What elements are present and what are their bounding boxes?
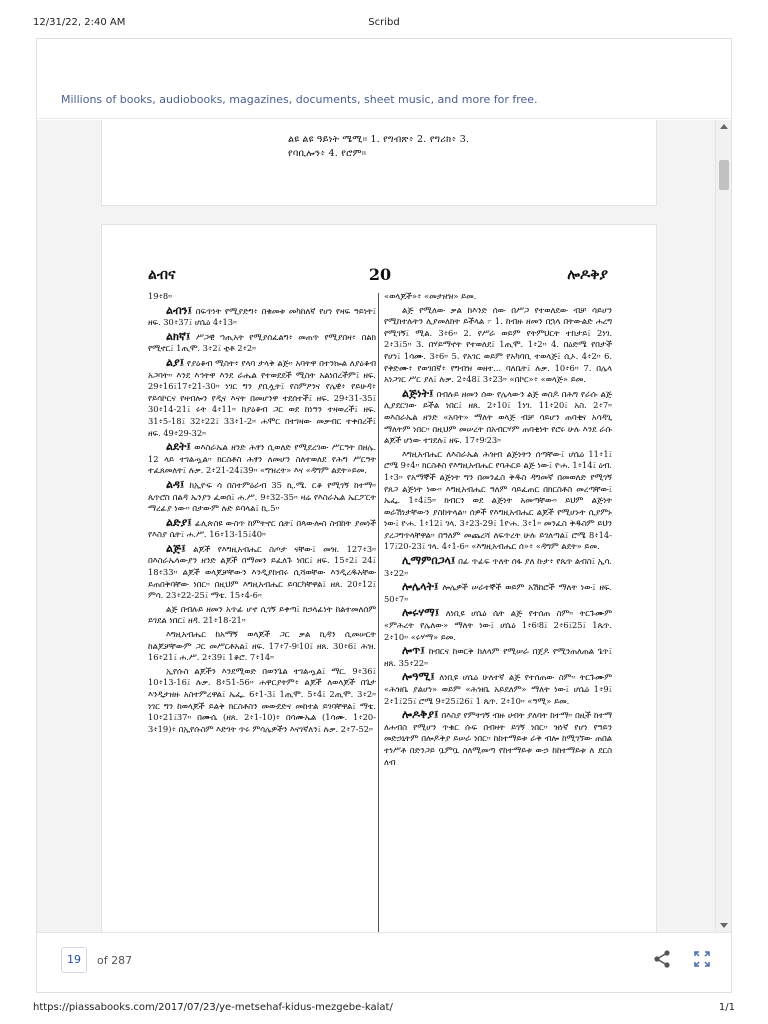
right-column [384, 291, 612, 770]
entry [384, 607, 612, 643]
previous-page-line: የባቢሎን፥ 4. የሮም። [288, 148, 367, 159]
entry-text: ልጅ የሚለው ቃል ከእንድ ሰው በሥጋ የተወለደው ብቻ ሳይሆን የሚከተሉትን ሊያመለክት ይችላል ፦ 1. ከብዙ ዘመን በኋላ በትውልድ ሐረግ የሚገኝ፤ ሚል. 3፥6። 2. የሥራ ወይም የትምህርት ተከታይ፤ 2ነገ. 2፥3፤5። 3. በሃይማኖት የተወለደ፤ 1ጢሞ. 1፥2። 4. በዕድሜ የበታች የሆነ፤ 1ሳሙ. 3፥6። 5. የአገር ወይም የአካባቢ ተወላጅ፤ ሲኦ. 4፥2። 6. የቅድሙ፥ የወገበኛ፥ የግብዝ ወዘተ... ባለቤት፤ ሉቃ. 10፥6። 7. በሌላ አነጋገር ሥር ያለ፤ ሉቃ. 2፥48፤ 3፥23። «በኮር»፥ «ወላጅ» ይመ. [384, 304, 612, 385]
entry-headword: ልያ፤ [166, 355, 185, 369]
entry-headword: ልደት፤ [166, 440, 191, 454]
entry [384, 449, 612, 553]
entry-text: ሎሌዎች ሠራተኞች ወይም አሽከሮች ማለት ነው፤ ዘፍ. 50፥7። [384, 582, 612, 604]
entry-text: ለነቢዩ ሆሴዕ ሁለተኛ ልጅ የተሰጠው ስም። ትርጉሙም «ሕዝቤ ያልሆነ» ወይም «ሕዝቤ አይደለም» ማለት ነው፤ ሆሴዕ 1፥9፤ 2፥1፤25፤ ሮሜ 9፥25፤26፤ 1 ጴጥ. 2፥10። «ዓሚ» ይመ. [384, 672, 613, 706]
scribd-embed-frame [36, 38, 732, 993]
entry-text: በፊ ጥፊፍ ጥለት ሰፋ ያለ ኩታ፥ የጴጥ ልብስ፤ ኢሳ. 3፥22። [384, 556, 613, 578]
entry [384, 388, 612, 447]
entry-headword: ሎዓሚ፤ [402, 670, 435, 684]
entry-text: የያዕቆብ ሚስት፥ የላባ ታላቅ ልጅ። አባትዋ በተንኰል ለያዕቆብ አጋባት። እንደ እኅትዋ እንደ ራሔል የተወደደች ሚስት አልነበረችም፤ ዘፍ. 29፥16፤17፥21-30። ነገር ግን ያቢሏት፤ የስምዖንና የሌዊ፥ የይሁዳ፥ የይሳኮርና የዛብሎን የዲና እናት በመሆንዋ ተደሰተች፤ ዘፍ. 29፥31-35፤ 30፥14-21፤ ሩት 4፥11። ከያዕቆብ ጋር ወደ ከነዓን ተዛወረች፤ ዘፍ. 31፥5-18፤ 32፥22፤ 33፥1-2። ሐሞር በተገዛው መቃብር ተቀበረች፤ ዘፍ. 49፥29-32። [148, 357, 376, 438]
entry [384, 581, 612, 605]
share-icon[interactable] [653, 949, 671, 969]
promo-banner [37, 39, 731, 119]
entry-text: ከብርና ከወርቅ ከለላም የሚሠራ በጀዶ የሚንጠለጠል ጌጥ፤ ዘጸ. 35፥22። [384, 646, 612, 668]
entry [384, 291, 612, 303]
print-url: https://piassabooks.com/2017/07/23/ye-metsehaf-kidus-mezgebe-kalat/ [33, 1002, 393, 1013]
entry-headword: ልዳ፤ [166, 477, 185, 491]
entry-headword: ልጅ፤ [166, 541, 186, 555]
entry-text: እግዚአብሔር ለእስራኤል ሕዝብ ልጅነትን ሰጣቸው፤ ሆሴዕ 11፥1፤ ሮሜ 9፥4። ክርስቶስ የእግዚአብሔር የባሕርይ ልጅ ነው፤ ዮሐ. 1፥14፤ ዕብ. 1፥3። የአማኞች ልጅነት ግን በመንፈስ ቅዱስ ዳግመኛ በመወለድ የሚገኝ የጸጋ ልጅነት ነው። እግዚአብሔር ዓለም ሳይፈጠር በክርስቶስ መረጣቸው፤ ኤፌ. 1፥4፤5። ክብርን ወደ ልጅነት አመጣቸው። ይህም ልጅነት ወራሽነታቸውን ያስከትላል። ሰዎች የእግዚአብሔር ልጆች የሚሆኑት ሲያምኑ ነው፤ ዮሐ. 1፥12፤ ገላ. 3፥23-29፤ 1ዮሐ. 3፥1። መንፈስ ቅዱስም ይህን ያረጋግጥላቸዋል። በዓለም መጨረሻ ለፍጥረት ሁሉ ይገለጣል፤ ሮሜ 8፥14-17፤20-23፤ ገላ. 4፥1-6። «እግዚአብሔር ሰ»፥ «ዳግም ልደት» ይመ. [384, 448, 612, 552]
entry-text: በብሉይ ዘመን ሰው የሌላውን ልጅ ወስዶ በሕግ የራሱ ልጅ ሊያደርገው ይችል ነበር፤ ዘጸ. 2፥10፤ 1ነገ. 11፥20፤ አስ. 2፥7። ወእስራኤል ዘንድ «አባት» ማለት ወላጅ ብቻ ሳይሆን ጠባቂና አሳዳጊ ማለትም ነበር። በዚህም መሠረት በአብርሃም ጠባቂነት የሮሩ ሁሉ እንደ ራሱ ልጆች ሆነው ተገደሉ፤ ዘፍ. 17፥9፡23። [384, 388, 612, 446]
scroll-up-arrow-icon[interactable] [720, 124, 728, 129]
entry [384, 305, 612, 386]
entry-text: ልጅ በብሉይ ዘመን አጥፊ ሆኖ ሲገኝ ይቀጣ፤ ከኃላፊነት ከልተመለሰም ይገደል ነበር፤ ዘዳ. 21፥18-21። [148, 603, 376, 626]
entry [384, 645, 612, 669]
left-column [148, 291, 376, 737]
running-head-right: ሎዶቅያ [567, 267, 608, 283]
entry-text: ኢየሱስ ልጆችን እንደሚወድ በወንጌል ተገልጧል፤ ማር. 9፥36፤ 10፥13-16፤ ሉቃ. 8፥51-56። ሐዋርያትም፥ ልጆች ለወላጆች በጌታ እንዲታዘዙ አስተምረዋል፤ ኤፌ. 6፥1-3፤ 1ጢሞ. 5፥4፤ 2ጢሞ. 3፥2። ነገር ግን ከወላጆች ይልቅ ክርስቶስን መውደድና መከተል ይገባቸዋል፤ ማቴ. 10፥21፤37። በሙሴ (ዘጸ. 2፥1-10)፥ በሳሙኤል (1ሳሙ. 1፥20-3፥19)፥ በኢየሱስም እድገት ጥሩ ምሳሌዎችን እናገኛለን፤ ሉቃ. 2፥7-52። [148, 665, 376, 734]
page-total: of 287 [97, 954, 133, 967]
column-divider [378, 293, 379, 953]
entry [384, 555, 612, 579]
page-number: 20 [368, 265, 392, 284]
previous-page-line: ልዩ ልዩ ዓይነት ሜሚ። 1. የግብጽ፥ 2. የግሪክ፥ 3. [288, 134, 470, 145]
scroll-down-arrow-icon[interactable] [720, 923, 728, 928]
entry-headword: ሎሌላት፤ [402, 580, 439, 594]
entry [148, 331, 376, 355]
entry [148, 629, 376, 664]
scrollbar-thumb[interactable] [719, 160, 729, 190]
entry [148, 604, 376, 627]
print-page-count: 1/1 [718, 1002, 735, 1013]
running-head-left: ልብና [148, 267, 176, 283]
entry [148, 543, 376, 602]
entry-text: ለነቢዩ ሆሴዕ ሴት ልጅ የተሰጠ ስም። ትርጉሙም «ምሕረት የሌለው» ማለት ነው፤ ሆሴዕ 1፥6፡8፤ 2፥6፤25፤ 1ጴጥ. 2፥10። «ሩሃማ» ይመ. [384, 608, 612, 642]
entry: 19፥8። [148, 291, 173, 301]
entry-headword: ሎዶቅያ፤ [402, 708, 439, 722]
entry-text: ሥጋዊ ኀጢአት የሚያሰፈልግ፥ መጠጥ የሚያበዛ፥ በልክ የሚኖር፤ 1ጢሞ. 3፥2፤ ቲቶ 2፥2። [148, 331, 377, 354]
entry-text: በፍጥነት የሚያድግ፥ በቁመቱ መካከለኛ የሆነ የዛፍ ዓይነት፤ ዘፍ. 30፥37፤ ሆሴዕ 4፥13። [148, 305, 377, 328]
entry-text: እግዚአብሔር ከአማኝ ወላጆች ጋር ቃል ኪዳን ሲመሠርት ከልጆቻቸውም ጋር መሥርቶአል፤ ዘፍ. 17፥7-9፡10፤ ዘጸ. 30፥6፤ ሕዝ. 16፥21፤ ሐ.ሥ. 2፥39፤ 1ቆሮ. 7፥14። [148, 629, 376, 663]
entry [148, 666, 376, 736]
viewer-toolbar [37, 932, 731, 992]
entry-headword: ልብን፤ [166, 303, 192, 317]
entry-headword: ሊማምበጋላ፤ [402, 554, 456, 568]
entry [384, 709, 612, 768]
page-number-input[interactable]: 19 [61, 947, 87, 973]
entry-text: ወእስራኤል ዘንድ ሕፃን ሲወለድ የሚደረገው ሥርዓት በዘሌ. 12 ላይ ተገልጧል። ክርስቶስ ሕፃን ለመሆን ስለተወለደ የሕግ ሥርዓት ተፈጸመለት፤ ሉቃ. 2፥21-24፤39። «ግዝረት» እና «ዳግም ልደት»ይመ. [148, 442, 377, 476]
entry-headword: ልጅነት፤ [402, 386, 434, 400]
entry [148, 305, 376, 329]
fullscreen-icon[interactable] [693, 950, 711, 968]
entry-headword: ሎሩሃማ፤ [402, 606, 440, 620]
entry-headword: ልክኛ፤ [166, 329, 191, 343]
entry-text: «ወላጆች»፥ «መታዘዝ» ይመ. [384, 291, 477, 301]
vertical-scrollbar[interactable] [715, 120, 731, 932]
entry [148, 479, 376, 515]
entry-text: ልጆች የእግዚአብሔር ስጦታ ናቸው፤ መዝ. 127፥3። በእስራኤላውያን ዘንድ ልጆች በማመን ይፈለጉ ነበር፤ ዘፍ. 15፥2፤ 24፤ 18፥33። ልጆች ወላጆቻቸውን እንዲያከብሩ ሲሻወቸው እንዲረዱአቸው ይጠበቅባቸው ነበር። በዚህም እግዚአብሔር ይባርካቸዋል፤ ዘጸ. 20፥12፤ ምሳ. 23፥22-25፤ ማቴ. 15፥4-6። [148, 543, 376, 601]
entry [148, 357, 376, 439]
promo-text[interactable]: Millions of books, audiobooks, magazines, documents, sheet music, and more for free. [61, 93, 538, 106]
entry-headword: ልድያ፤ [166, 515, 192, 529]
print-datetime: 12/31/22, 2:40 AM [33, 17, 126, 28]
entry-text: ፊሊጵስዩ ውስጥ ከምትኖር ሴት፤ በጳውሎስ ስብከት ያመነች የእስያ ሴት፤ ሐ.ሥ. 16፥13-15፤40። [148, 517, 376, 540]
print-site-title: Scribd [368, 17, 400, 28]
print-footer [0, 1002, 768, 1022]
previous-page [101, 120, 657, 206]
print-header [0, 0, 768, 40]
entry [148, 517, 376, 541]
entry-headword: ሎጥ፤ [402, 644, 425, 658]
entry [148, 441, 376, 477]
document-viewer[interactable] [37, 120, 731, 932]
entry [384, 671, 612, 707]
entry-text: በእስያ የምትገኝ ብዙ ሀብት ያለባት ከተማ። በዚች ከተማ ለሐብስ የሚሆን ጥቁር ሱፍ በብዛት ይገኝ ነበር። ዝነኛ የሆነ የዓይን መድኃኒትም በሎዶቅያ ይሠራ ነበር። ከከተማይቱ ራቅ ብሎ ከሚገኘው ጠበል ተነሥቶ በድንጋይ ቧምቧ ስለሚመጣ የከተማይቱ ውኃ ከከተማይቱ ለ ደርስ ለብ [384, 710, 613, 767]
document-page [101, 224, 657, 964]
entry-text: ከኢዮፍ ሳ በስተምዕራብ 35 ኪ.ሜ. ርቆ የሚገኝ ከተማ። ጴጥሮስ በልዳ ኤንያን ፈወሰ፤ ሐ.ሥ. 9፥32-35። ዛሬ የእስራኤል ኤርፖርት ማረፊያ ነው። በታውም ሉድ ይባላል፤ ኪ.5። [148, 479, 376, 514]
